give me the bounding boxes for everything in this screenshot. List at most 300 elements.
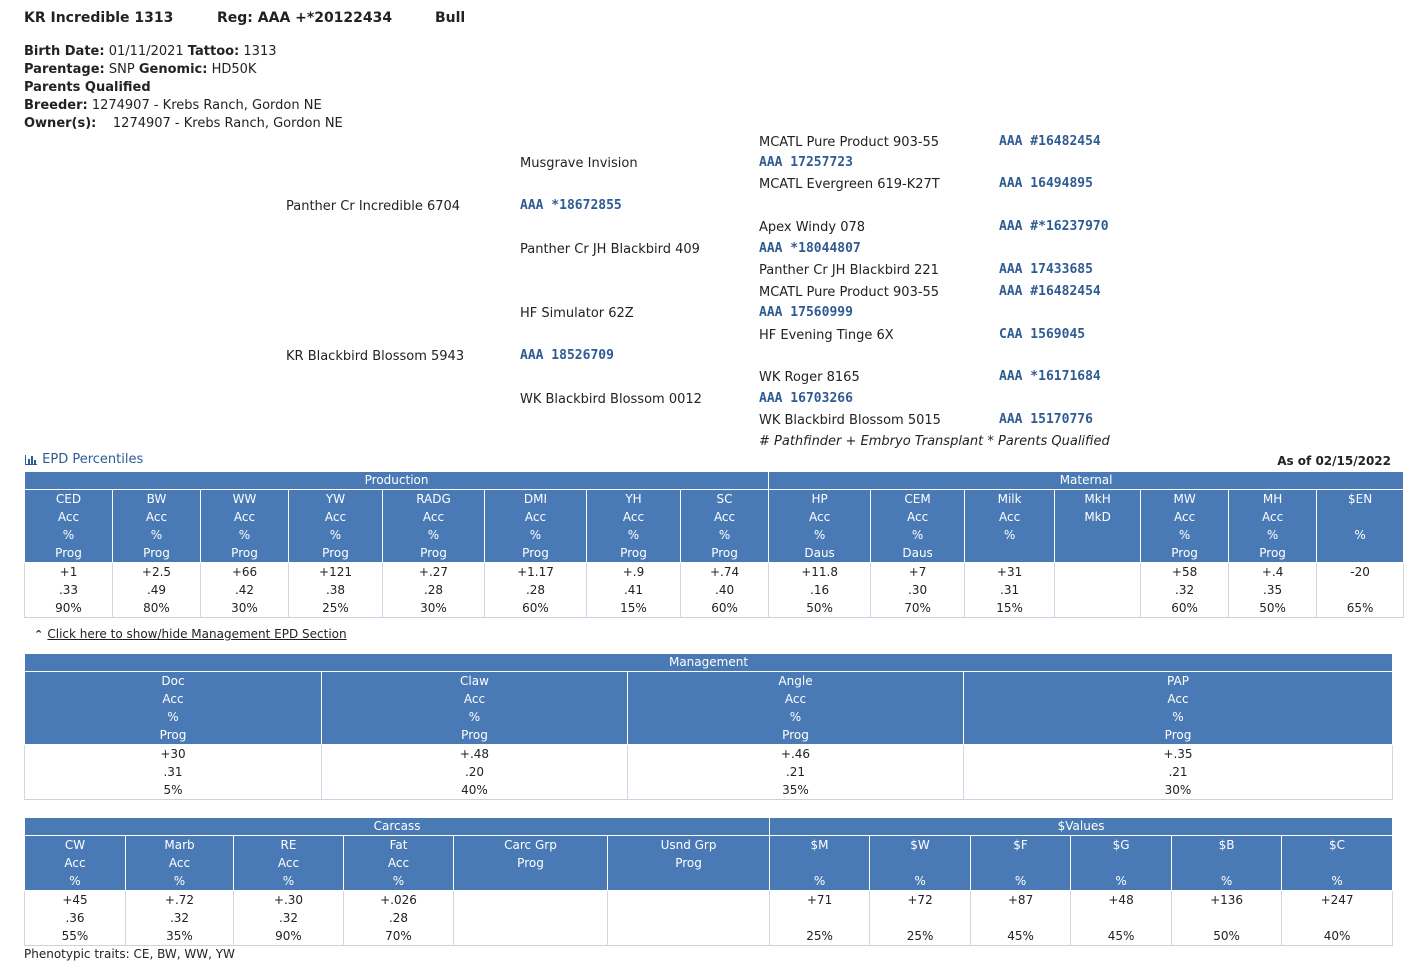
group-header: Management: [25, 654, 1393, 672]
column-header-line: MkH: [1084, 492, 1111, 506]
column-header-line: CED: [55, 492, 82, 506]
column-header-line: Acc: [422, 510, 445, 524]
table-cell: +.48: [322, 745, 628, 764]
table-cell: 40%: [1282, 927, 1393, 946]
management-toggle-text[interactable]: Click here to show/hide Management EPD Section: [47, 627, 347, 641]
column-header: [770, 836, 870, 891]
column-header-line: %: [173, 874, 186, 888]
double-chevron-up-icon: ⌃: [34, 628, 44, 641]
dsd-name[interactable]: HF Evening Tinge 6X: [759, 328, 894, 343]
table-cell: 55%: [25, 927, 126, 946]
table-cell: [454, 891, 608, 910]
dam-name[interactable]: KR Blackbird Blossom 5943: [286, 349, 465, 364]
column-header-line: %: [718, 528, 731, 542]
table-cell: [1317, 581, 1404, 599]
table-cell: +.35: [964, 745, 1393, 764]
table-cell: +247: [1282, 891, 1393, 910]
column-header-line: Acc: [168, 856, 191, 870]
column-header-line: Acc: [277, 856, 300, 870]
table-cell: [1055, 599, 1141, 618]
column-header-line: YW: [325, 492, 346, 506]
table-cell: [454, 927, 608, 946]
breeder-value: 1274907 - Krebs Ranch, Gordon NE: [91, 98, 322, 113]
column-header: [871, 490, 965, 563]
table-cell: .31: [965, 581, 1055, 599]
column-header-line: Prog: [1171, 546, 1198, 560]
column-header-line: Usnd Grp: [660, 838, 717, 852]
phenotypic-traits: Phenotypic traits: CE, BW, WW, YW: [24, 947, 235, 961]
table-row: [25, 563, 1404, 582]
column-header: [587, 490, 681, 563]
column-header-line: CW: [64, 838, 86, 852]
column-header-line: DMI: [523, 492, 548, 506]
column-header-line: Prog: [159, 728, 187, 742]
table-cell: .35: [1229, 581, 1317, 599]
column-header-line: %: [238, 528, 251, 542]
table-cell: .49: [113, 581, 201, 599]
table-cell: +72: [870, 891, 971, 910]
table-cell: .38: [289, 581, 383, 599]
table-cell: [770, 909, 870, 927]
table-cell: 50%: [769, 599, 871, 618]
column-header: [25, 672, 322, 745]
table-cell: 25%: [289, 599, 383, 618]
column-header: [383, 490, 485, 563]
column-header-line: %: [789, 710, 802, 724]
table-cell: +45: [25, 891, 126, 910]
column-header-line: %: [62, 528, 75, 542]
column-header: [1229, 490, 1317, 563]
column-header-line: %: [167, 710, 179, 724]
column-header-line: [1055, 526, 1140, 544]
table-cell: .36: [25, 909, 126, 927]
table-cell: 50%: [1172, 927, 1282, 946]
column-header-line: Prog: [711, 546, 738, 560]
column-header-line: Acc: [622, 510, 645, 524]
column-header: [126, 836, 234, 891]
table-cell: +.46: [628, 745, 964, 764]
table-cell: 35%: [126, 927, 234, 946]
column-header-line: Acc: [64, 856, 86, 870]
column-header-line: Carc Grp: [504, 838, 557, 852]
column-header-line: [608, 872, 769, 890]
table-cell: [1055, 563, 1141, 582]
column-header-line: %: [813, 528, 826, 542]
column-header-line: [454, 872, 607, 890]
table-cell: +11.8: [769, 563, 871, 582]
table-cell: +.74: [681, 563, 769, 582]
column-header-line: %: [1266, 528, 1279, 542]
dam-dam-reg[interactable]: AAA 16703266: [759, 391, 853, 406]
column-header-line: Angle: [778, 674, 813, 688]
column-header-line: [1317, 544, 1403, 562]
table-cell: 65%: [1317, 599, 1404, 618]
column-header-line: %: [1331, 874, 1343, 888]
parentage-label: Parentage:: [24, 62, 105, 77]
management-toggle-link[interactable]: [34, 627, 347, 642]
group-header: Carcass: [25, 818, 770, 836]
animal-sex: Bull: [435, 10, 466, 26]
epd-percentiles-link[interactable]: [24, 452, 143, 467]
birth-tattoo-line: [24, 43, 277, 61]
column-header-line: Prog: [517, 856, 544, 870]
column-header-line: Acc: [1261, 510, 1284, 524]
table-cell: 30%: [964, 781, 1393, 800]
column-header-line: %: [392, 874, 405, 888]
parents-qualified-text: Parents Qualified: [24, 80, 151, 95]
column-header-line: $M: [810, 838, 829, 852]
parentage-value: SNP: [108, 62, 135, 77]
column-header: [769, 490, 871, 563]
column-header-line: [971, 854, 1070, 872]
genomic-label: Genomic:: [138, 62, 208, 77]
column-header-line: %: [1014, 874, 1027, 888]
column-header-line: Claw: [460, 674, 489, 688]
column-header-line: BW: [146, 492, 167, 506]
table-cell: 5%: [25, 781, 322, 800]
table-cell: +71: [770, 891, 870, 910]
table-cell: [1282, 909, 1393, 927]
production-maternal-table: [24, 471, 1404, 618]
column-header-line: Daus: [902, 546, 933, 560]
column-header-line: Acc: [808, 510, 831, 524]
table-cell: .33: [25, 581, 113, 599]
column-header: [322, 672, 628, 745]
sdd-reg[interactable]: AAA 17433685: [999, 262, 1093, 277]
table-cell: .42: [201, 581, 289, 599]
column-header: [608, 836, 770, 891]
column-header-line: CEM: [904, 492, 931, 506]
table-cell: .28: [485, 581, 587, 599]
table-cell: 25%: [770, 927, 870, 946]
dam-sire-reg[interactable]: AAA 17560999: [759, 305, 853, 320]
sss-reg[interactable]: AAA #16482454: [999, 134, 1101, 149]
table-row: [25, 927, 1393, 946]
table-cell: .16: [769, 581, 871, 599]
dss-reg[interactable]: AAA #16482454: [999, 284, 1101, 299]
column-header-line: [1282, 854, 1392, 872]
column-header: [1141, 490, 1229, 563]
registration-number: Reg: AAA +*20122434: [217, 10, 393, 26]
column-header-line: Prog: [461, 728, 488, 742]
table-cell: +31: [965, 563, 1055, 582]
table-cell: [608, 909, 770, 927]
table-cell: 15%: [965, 599, 1055, 618]
table-cell: .32: [126, 909, 234, 927]
column-header-line: [870, 854, 970, 872]
column-header: [870, 836, 971, 891]
column-header-line: Acc: [906, 510, 929, 524]
ddd-name[interactable]: WK Blackbird Blossom 5015: [759, 413, 941, 428]
column-header: [454, 836, 608, 891]
column-header-line: %: [529, 528, 542, 542]
sss-name[interactable]: MCATL Pure Product 903-55: [759, 135, 940, 150]
pedigree-legend: # Pathfinder + Embryo Transplant * Parents Qualified: [759, 434, 1110, 449]
dds-name[interactable]: WK Roger 8165: [759, 370, 860, 385]
column-header-line: Acc: [324, 510, 347, 524]
column-header-line: %: [150, 528, 163, 542]
table-cell: [608, 927, 770, 946]
tattoo-value: 1313: [243, 44, 277, 59]
table-cell: [971, 909, 1071, 927]
table-cell: +30: [25, 745, 322, 764]
sire-name[interactable]: Panther Cr Incredible 6704: [286, 199, 461, 214]
table-cell: +66: [201, 563, 289, 582]
column-header: [25, 490, 113, 563]
table-cell: 70%: [344, 927, 454, 946]
table-cell: +2.5: [113, 563, 201, 582]
column-header-line: Acc: [387, 856, 410, 870]
column-header: [1055, 490, 1141, 563]
sds-reg[interactable]: AAA #*16237970: [999, 219, 1109, 234]
table-cell: 45%: [1071, 927, 1172, 946]
table-cell: .31: [25, 763, 322, 781]
column-header-line: Acc: [1167, 692, 1189, 706]
column-header-line: %: [1178, 528, 1191, 542]
table-row: [25, 581, 1404, 599]
sire-sire-reg[interactable]: AAA 17257723: [759, 155, 853, 170]
dam-reg[interactable]: AAA 18526709: [520, 348, 614, 363]
column-header-line: %: [1172, 710, 1184, 724]
column-header-line: $F: [1013, 838, 1028, 852]
table-row: [25, 745, 1393, 764]
bar-chart-icon: [24, 454, 38, 466]
sire-dam-reg[interactable]: AAA *18044807: [759, 241, 861, 256]
table-cell: .20: [322, 763, 628, 781]
column-header-line: Marb: [164, 838, 195, 852]
column-header-line: Prog: [1164, 728, 1192, 742]
column-header-line: $B: [1218, 838, 1235, 852]
breeder-label: Breeder:: [24, 98, 88, 113]
column-header-line: WW: [232, 492, 257, 506]
column-header-line: Prog: [620, 546, 647, 560]
group-header: $Values: [770, 818, 1393, 836]
table-cell: 60%: [681, 599, 769, 618]
column-header: [971, 836, 1071, 891]
parents-qualified: [24, 79, 151, 97]
epd-percentiles-title: EPD Percentiles: [42, 452, 144, 467]
ssd-name[interactable]: MCATL Evergreen 619-K27T: [759, 177, 940, 192]
column-header-line: Prog: [675, 856, 702, 870]
table-cell: +.4: [1229, 563, 1317, 582]
owner-label: Owner(s):: [24, 116, 97, 131]
table-row: [25, 763, 1393, 781]
sire-reg[interactable]: AAA *18672855: [520, 198, 622, 213]
column-header-line: Acc: [998, 510, 1021, 524]
management-table: [24, 653, 1393, 800]
ddd-reg[interactable]: AAA 15170776: [999, 412, 1093, 427]
carcass-values-table: [24, 817, 1393, 946]
column-header-line: [1055, 544, 1140, 562]
column-header-line: [1071, 854, 1171, 872]
table-cell: +.9: [587, 563, 681, 582]
column-header-line: %: [1354, 528, 1366, 542]
column-header: [485, 490, 587, 563]
table-cell: 25%: [870, 927, 971, 946]
column-header-line: Doc: [161, 674, 185, 688]
column-header: [965, 490, 1055, 563]
column-header-line: Prog: [322, 546, 349, 560]
column-header-line: SC: [716, 492, 733, 506]
table-cell: 60%: [485, 599, 587, 618]
dam-dam-name[interactable]: WK Blackbird Blossom 0012: [520, 392, 702, 407]
column-header-line: Fat: [389, 838, 408, 852]
parentage-line: [24, 61, 256, 79]
column-header-line: HP: [811, 492, 828, 506]
dds-reg[interactable]: AAA *16171684: [999, 369, 1101, 384]
column-header-line: Acc: [713, 510, 736, 524]
table-cell: 30%: [383, 599, 485, 618]
table-cell: .28: [383, 581, 485, 599]
table-cell: +.30: [234, 891, 344, 910]
column-header: [1071, 836, 1172, 891]
table-row: [25, 781, 1393, 800]
column-header-line: Prog: [782, 728, 809, 742]
column-header-line: RE: [280, 838, 297, 852]
as-of-date: As of 02/15/2022: [1277, 454, 1391, 468]
column-header-line: Acc: [145, 510, 168, 524]
column-header-line: %: [468, 710, 481, 724]
table-cell: +.72: [126, 891, 234, 910]
column-header-line: %: [813, 874, 826, 888]
column-header-line: Prog: [231, 546, 258, 560]
table-cell: 15%: [587, 599, 681, 618]
column-header-line: YH: [625, 492, 642, 506]
table-cell: [870, 909, 971, 927]
column-header-line: %: [282, 874, 295, 888]
column-header-line: %: [627, 528, 640, 542]
column-header: [25, 836, 126, 891]
column-header: [113, 490, 201, 563]
column-header-line: Daus: [804, 546, 835, 560]
dss-name[interactable]: MCATL Pure Product 903-55: [759, 285, 940, 300]
table-cell: .30: [871, 581, 965, 599]
column-header-line: $C: [1329, 838, 1346, 852]
column-header-line: MkD: [1084, 510, 1111, 524]
table-cell: .41: [587, 581, 681, 599]
column-header-line: %: [1220, 874, 1233, 888]
table-cell: 45%: [971, 927, 1071, 946]
column-header: [1282, 836, 1393, 891]
column-header-line: RADG: [416, 492, 451, 506]
table-cell: [1071, 909, 1172, 927]
owner-value: 1274907 - Krebs Ranch, Gordon NE: [112, 116, 343, 131]
column-header: [1317, 490, 1404, 563]
column-header-line: MH: [1262, 492, 1283, 506]
table-cell: +1: [25, 563, 113, 582]
column-header: [681, 490, 769, 563]
sds-name[interactable]: Apex Windy 078: [759, 220, 866, 235]
table-cell: [454, 909, 608, 927]
column-header: [964, 672, 1393, 745]
table-cell: .28: [344, 909, 454, 927]
column-header: [234, 836, 344, 891]
table-cell: .21: [964, 763, 1393, 781]
column-header-line: $G: [1112, 838, 1130, 852]
owner-line: [24, 115, 343, 133]
table-cell: [1055, 581, 1141, 599]
column-header-line: %: [911, 528, 924, 542]
table-cell: 50%: [1229, 599, 1317, 618]
group-header: Production: [25, 472, 769, 490]
table-row: [25, 909, 1393, 927]
table-cell: [1172, 909, 1282, 927]
column-header-line: %: [914, 874, 926, 888]
column-header-line: Acc: [524, 510, 547, 524]
column-header-line: Acc: [1173, 510, 1196, 524]
table-cell: 35%: [628, 781, 964, 800]
table-cell: .21: [628, 763, 964, 781]
column-header: [289, 490, 383, 563]
table-cell: +1.17: [485, 563, 587, 582]
table-cell: [608, 891, 770, 910]
column-header-line: $W: [910, 838, 930, 852]
table-cell: 30%: [201, 599, 289, 618]
column-header-line: PAP: [1167, 674, 1189, 688]
table-cell: 70%: [871, 599, 965, 618]
column-header-line: Prog: [143, 546, 170, 560]
table-cell: +.026: [344, 891, 454, 910]
genomic-value: HD50K: [211, 62, 257, 77]
column-header-line: %: [1003, 528, 1016, 542]
table-cell: +87: [971, 891, 1071, 910]
group-header: Maternal: [769, 472, 1404, 490]
column-header-line: Acc: [463, 692, 486, 706]
table-cell: 90%: [234, 927, 344, 946]
column-header-line: %: [427, 528, 440, 542]
birth-date-label: Birth Date:: [24, 44, 105, 59]
table-cell: 90%: [25, 599, 113, 618]
breeder-line: [24, 97, 322, 115]
ssd-reg[interactable]: AAA 16494895: [999, 176, 1093, 191]
table-cell: +58: [1141, 563, 1229, 582]
column-header-line: [770, 854, 869, 872]
column-header: [1172, 836, 1282, 891]
column-header: [344, 836, 454, 891]
dsd-reg[interactable]: CAA 1569045: [999, 327, 1086, 342]
sdd-name[interactable]: Panther Cr JH Blackbird 221: [759, 263, 939, 278]
column-header-line: [1317, 508, 1403, 526]
table-cell: .40: [681, 581, 769, 599]
table-cell: +136: [1172, 891, 1282, 910]
column-header-line: Prog: [55, 546, 82, 560]
table-cell: .32: [1141, 581, 1229, 599]
column-header-line: MW: [1173, 492, 1196, 506]
column-header: [628, 672, 964, 745]
table-cell: +121: [289, 563, 383, 582]
tattoo-label: Tattoo:: [187, 44, 240, 59]
column-header-line: Prog: [522, 546, 549, 560]
table-row: [25, 891, 1393, 910]
dam-sire-name[interactable]: HF Simulator 62Z: [520, 306, 634, 321]
table-cell: 80%: [113, 599, 201, 618]
column-header-line: [1172, 854, 1281, 872]
column-header-line: %: [329, 528, 342, 542]
animal-name: KR Incredible 1313: [24, 10, 174, 26]
column-header-line: Milk: [997, 492, 1022, 506]
sire-sire-name[interactable]: Musgrave Invision: [520, 156, 638, 171]
table-cell: +48: [1071, 891, 1172, 910]
column-header-line: Acc: [233, 510, 256, 524]
sire-dam-name[interactable]: Panther Cr JH Blackbird 409: [520, 242, 700, 257]
table-cell: +7: [871, 563, 965, 582]
column-header-line: [965, 544, 1054, 562]
column-header-line: Acc: [162, 692, 184, 706]
column-header-line: Prog: [1259, 546, 1286, 560]
column-header-line: %: [1115, 874, 1127, 888]
table-cell: +.27: [383, 563, 485, 582]
column-header-line: Acc: [784, 692, 807, 706]
